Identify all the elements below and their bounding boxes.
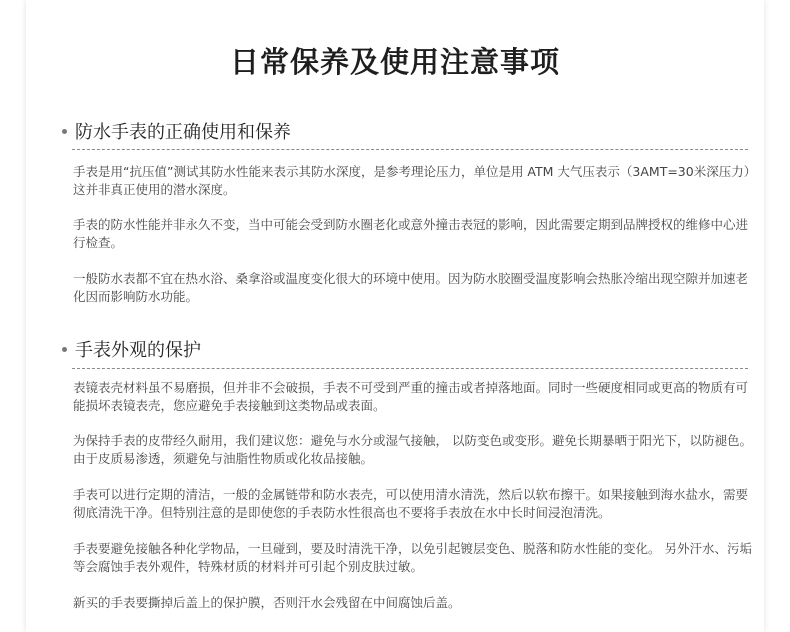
- section-heading-appearance: [62, 336, 201, 362]
- content-page: [26, 0, 764, 632]
- paragraph: 手表是用“抗压值”测试其防水性能来表示其防水深度，是参考理论压力，单位是用 ATM 大气压表示（3AMT=30米深压力）这并非真正使用的潜水深度。: [73, 164, 750, 197]
- page-title: 日常保养及使用注意事项: [229, 45, 560, 79]
- section-heading-waterproof: [62, 118, 291, 144]
- bullet-icon: [62, 347, 67, 352]
- paragraph: 一般防水表都不宜在热水浴、桑拿浴或温度变化很大的环境中使用。因为防水胶圈受温度影响会热胀冷缩出现空隙并加速老化因而影响防水功能。: [73, 271, 749, 304]
- paragraph: 表镜表壳材料虽不易磨损，但并非不会破损，手表不可受到严重的撞击或者掉落地面。同时一些硬度相同或更高的物质有可能损坏表镜表壳，您应避免手表接触到这类物品或表面。: [73, 380, 749, 413]
- paragraph: 为保持手表的皮带经久耐用，我们建议您：避免与水分或湿气接触， 以防变色或变形。避免长期暴晒于阳光下，以防褪色。由于皮质易渗透，须避免与油脂性物质或化妆品接触。: [73, 433, 752, 466]
- paragraph: 手表的防水性能并非永久不变，当中可能会受到防水圈老化或意外撞击表冠的影响，因此需要定期到品牌授权的维修中心进行检查。: [73, 217, 749, 250]
- paragraph: 手表可以进行定期的清洁，一般的金属链带和防水表壳，可以使用清水清洗，然后以软布擦干。如果接触到海水盐水，需要彻底清洗干净。但特别注意的是即使您的手表防水性很高也不要将手表放在水中长时间浸泡清洗。: [73, 487, 749, 520]
- section-heading-text: 手表外观的保护: [75, 340, 201, 361]
- bullet-icon: [62, 129, 67, 134]
- section-heading-text: 防水手表的正确使用和保养: [75, 122, 291, 143]
- section-divider: [72, 149, 748, 150]
- paragraph: 新买的手表要撕掉后盖上的保护膜，否则汗水会残留在中间腐蚀后盖。: [73, 595, 461, 610]
- paragraph: 手表要避免接触各种化学物品，一旦碰到，要及时清洗干净，以免引起镀层变色、脱落和防水性能的变化。 另外汗水、污垢等会腐蚀手表外观件，特殊材质的材料并可引起个别皮肤过敏。: [73, 541, 752, 574]
- section-divider: [72, 368, 748, 369]
